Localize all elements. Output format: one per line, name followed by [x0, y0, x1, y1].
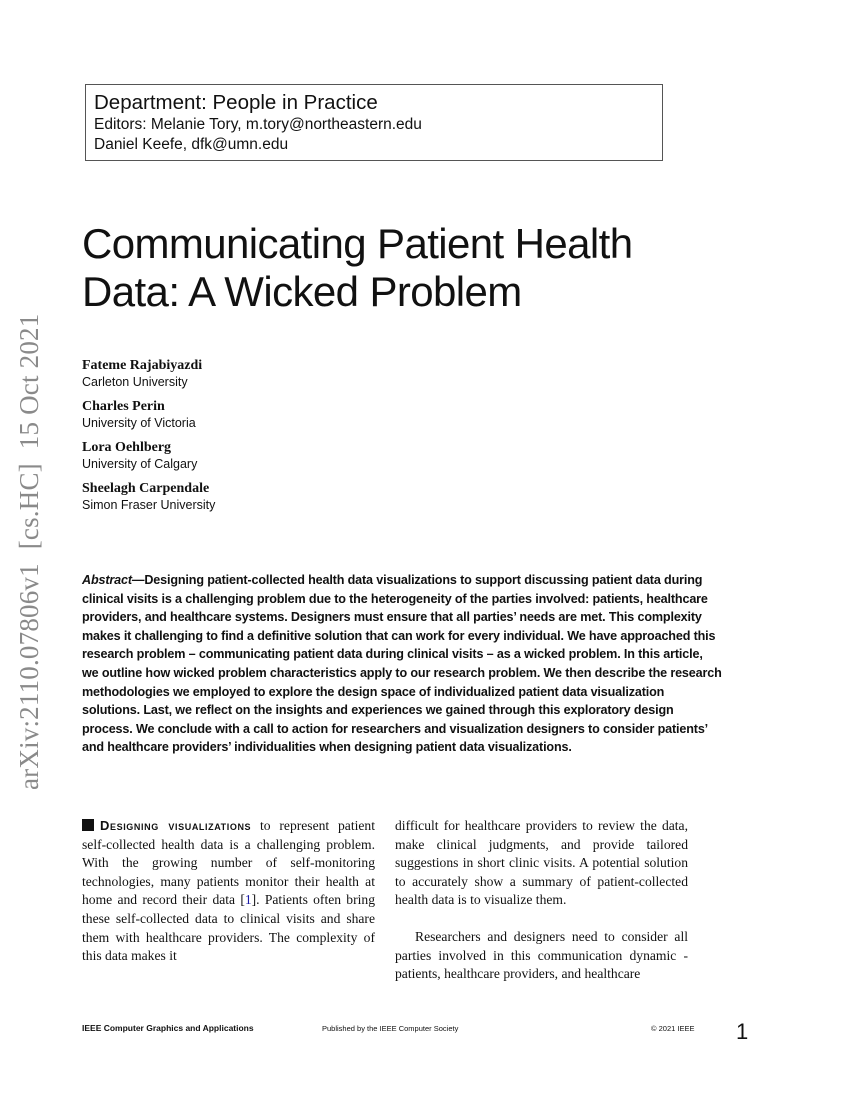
body-text: to represent patient self-collected health data is a challenging problem. With the growing number of self-monitoring technologies, many patients monitor their health at home and record their data [ — [82, 818, 376, 908]
author-affiliation: Simon Fraser University — [82, 498, 216, 512]
author-name: Fateme Rajabiyazdi — [82, 358, 203, 373]
footer-copyright: © 2021 IEEE — [651, 1024, 695, 1033]
paper-title-line-1: Communicating Patient Health — [82, 220, 633, 267]
body-paragraph: Researchers and designers need to consider all parties involved in this communication dynamic - patients, healthcare providers, and healthcare — [395, 928, 688, 982]
page-footer — [82, 1021, 752, 1051]
editors-line-2: Daniel Keefe, dfk@umn.edu — [94, 136, 289, 153]
footer-journal-name: IEEE Computer Graphics and Applications — [82, 1023, 254, 1033]
author-entry — [82, 357, 215, 390]
paper-title — [82, 220, 722, 316]
body-column-right — [395, 817, 688, 984]
section-start-square-icon — [82, 819, 94, 831]
author-list — [82, 357, 215, 521]
department-box — [85, 84, 663, 161]
body-column-left — [82, 817, 375, 966]
abstract — [82, 571, 722, 757]
author-name: Lora Oehlberg — [82, 440, 172, 455]
editors-line-1: Editors: Melanie Tory, m.tory@northeastern.edu — [94, 116, 422, 133]
author-affiliation: University of Victoria — [82, 416, 196, 430]
body-paragraph: difficult for healthcare providers to review the data, make clinical judgments, and provide tailored suggestions in short clinic visits. A potential solution to accurately show a summary of patient-collected health data is to visualize them. — [395, 818, 688, 908]
author-name: Sheelagh Carpendale — [82, 481, 210, 496]
paragraph-spacer — [395, 910, 688, 928]
author-entry — [82, 439, 215, 472]
body-text: ]. Patients often bring these self-collected data to clinical visits and share them with healthcare providers. The complexity of this data makes it — [82, 892, 375, 964]
lead-in-small-caps: Designing visualizations — [100, 818, 252, 833]
author-name: Charles Perin — [82, 399, 165, 414]
abstract-text: Designing patient-collected health data visualizations to support discussing patient data during clinical visits is a challenging problem due to the heterogeneity of the parties involved: patients, healthcare providers, and healthcare systems. Designers must ensure that all parties’ needs are met. This complexity makes it challenging to find a definitive solution that can work for every individual. We have approached this research problem – communicating patient data during clinical visits – as a wicked problem. In this article, we outline how wicked problem characteristics apply to our research problem. We then describe the research methodologies we employed to explore the design space of individualized patient data visualization solutions. Last, we reflect on the insights and experiences we gained through this exploratory design process. We conclude with a call to action for researchers and visualization designers to consider patients’ and healthcare providers’ individualities when designing patient data visualizations. — [82, 573, 722, 755]
abstract-dash: — — [131, 573, 145, 587]
page-number: 1 — [736, 1019, 749, 1044]
author-entry — [82, 398, 215, 431]
arxiv-identifier-stamp: arXiv:2110.07806v1 [cs.HC] 15 Oct 2021 — [14, 313, 44, 790]
author-entry — [82, 480, 215, 513]
paper-title-line-2: Data: A Wicked Problem — [82, 268, 522, 315]
footer-publisher: Published by the IEEE Computer Society — [322, 1024, 459, 1033]
abstract-label: Abstract — [82, 573, 132, 587]
author-affiliation: University of Calgary — [82, 457, 198, 471]
citation-link[interactable]: 1 — [244, 892, 252, 908]
department-title: Department: People in Practice — [94, 91, 378, 114]
author-affiliation: Carleton University — [82, 375, 188, 389]
